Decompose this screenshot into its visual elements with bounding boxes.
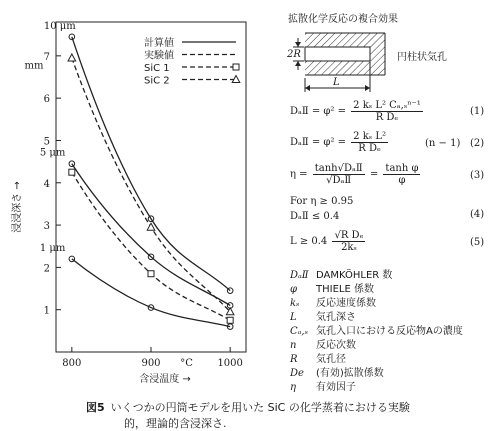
legend-label: 計算値 [144,38,174,49]
eq1-denominator: R Dₑ [375,112,399,123]
pore-label: 円柱状気孔 [397,52,447,63]
symbol-row [290,308,463,322]
x-tick-label: 1000 [217,358,243,369]
y-axis-label: 浸浸深さ → [12,181,23,233]
eq1-lhs: DₐⅡ = φ² = [290,106,346,117]
symbol-row [290,350,463,364]
symbol-row [290,336,463,350]
eq2-lhs: DₐⅡ = φ² = [290,137,346,148]
symbol: R [290,354,298,365]
y-tick-label: 3 [43,221,50,233]
y-tick-label: 5 [43,136,50,148]
length-label: L [333,77,340,88]
symbol: kₛ [290,298,300,309]
y-tick-label: 6 [43,94,50,106]
curve-label: 1 μm [39,242,66,254]
eq4-condition: DₐⅡ ≤ 0.4 [290,211,340,222]
symbol-description: 気孔入口における反応物Aの濃度 [316,326,463,337]
y-tick-label: 1 [43,305,50,317]
symbol-description: 気孔深さ [316,312,356,323]
symbol-description: 反応次数 [316,340,356,351]
curve-label: 10 μm [43,20,76,32]
symbol-row [290,364,463,378]
eq3-denominator-2: φ [398,175,406,186]
symbol-description: THIELE 係数 [316,284,374,295]
caption-line-2: 的，理論的含浸深さ. [124,417,227,430]
legend-label: 実験値 [144,50,174,62]
eq5-number: (5) [470,237,485,248]
caption-line-1: いくつかの円筒モデルを用いた SiC の化学蒸着における実験 [110,401,410,414]
eq1-number: (1) [470,106,485,117]
eq5-lhs: L ≥ 0.4 [290,236,328,247]
eq2-note: (n − 1) [425,138,461,149]
y-tick-label: 2 [43,263,50,275]
symbol: L [290,312,297,323]
radius-label: 2R [287,49,301,60]
pore-channel [305,47,370,61]
eq3-denominator: √DₐⅡ [326,175,352,186]
symbol: n [290,340,297,351]
symbol-description: 気孔径 [316,354,346,365]
curve-label: 5 μm [39,147,66,159]
eq5-numerator: √R Dₑ [334,230,364,241]
eq2-number: (2) [470,138,485,149]
eq3-number: (3) [470,170,485,181]
equation-2 [290,131,390,154]
symbol-description: 有効因子 [316,382,356,393]
symbol-list [290,266,463,392]
eq2-denominator: R Dₑ [358,143,381,154]
eq5-denominator: 2kₛ [341,242,357,253]
symbol-row [290,378,463,392]
equation-5 [290,230,367,253]
symbol-row [290,266,463,280]
symbol-description: DAMKÖHLER 数 [316,270,393,281]
eq3-numerator: tanh√DₐⅡ [314,163,363,174]
eq3-equals: = [369,169,379,180]
symbol: De [290,368,304,379]
figure-number: 図5 [86,401,105,414]
symbol-row [290,280,463,294]
eq3-lhs: η = [290,169,308,180]
y-tick-label: 4 [43,178,50,190]
equation-1 [290,100,425,123]
symbol-row [290,322,463,336]
symbol: η [290,382,296,393]
y-tick-label: 7 [43,51,50,63]
symbol-description: 反応速度係数 [316,298,376,309]
diagram-title: 拡散化学反応の複合効果 [288,14,398,25]
eq4-number: (4) [470,209,485,220]
equation-3 [290,163,422,186]
legend-label: SiC 2 [144,75,170,87]
eq3-numerator-2: tanh φ [385,163,419,174]
x-tick-label: 800 [62,358,82,369]
symbol-row [290,294,463,308]
x-tick-label: 900 [141,358,161,369]
symbol: Cₐ,ₛ [290,326,308,337]
symbol: DₐⅡ [290,270,309,281]
legend-label: SiC 1 [144,63,170,74]
eq2-numerator: 2 kₛ L² [353,131,386,142]
x-axis-label: 含浸温度 → [139,374,191,385]
symbol-description: (有効)拡散係数 [316,368,384,379]
x-unit-label: °C [180,358,193,369]
eq1-numerator: 2 kₛ L² Cₐ,ₛⁿ⁻¹ [353,100,421,111]
for-condition: For η ≥ 0.95 [290,196,354,207]
figure-caption [86,399,410,415]
symbol: φ [290,284,298,295]
y-unit-label: mm [24,60,44,72]
